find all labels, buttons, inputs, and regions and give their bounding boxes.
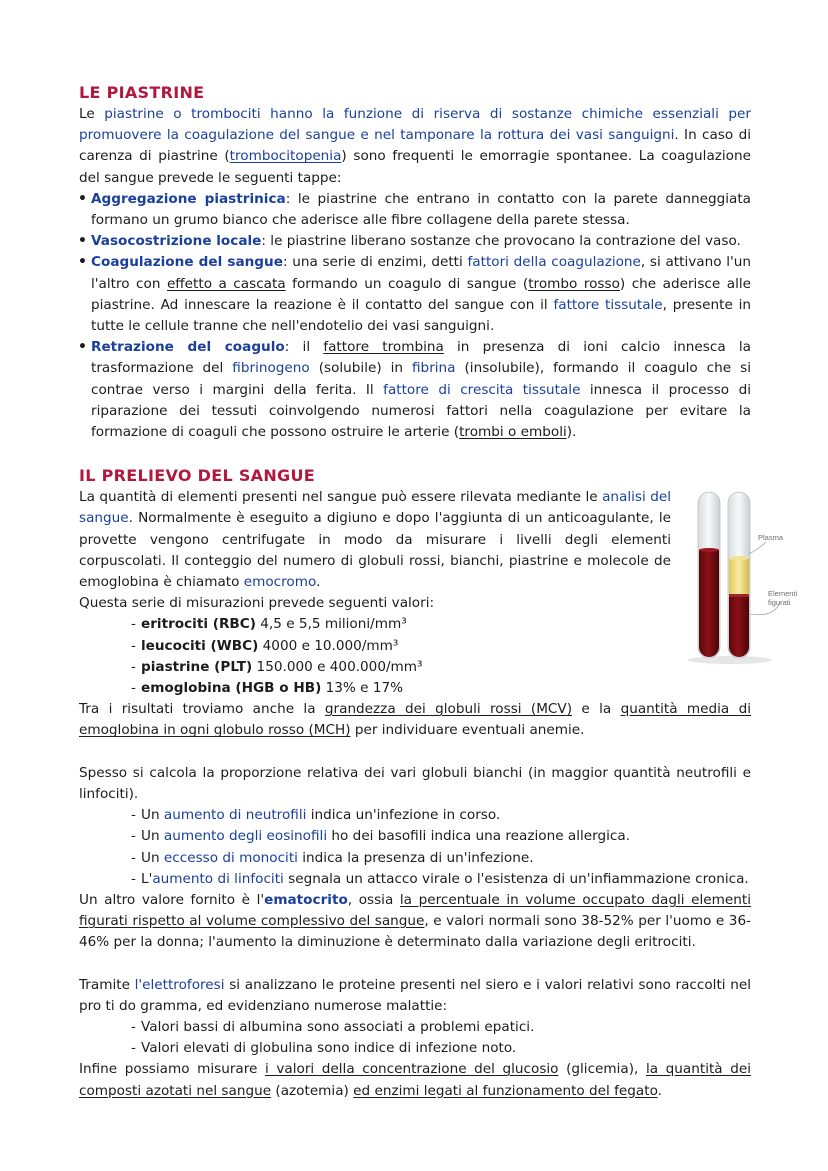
list-item: - Valori elevati di globulina sono indice di infezione noto. (131, 1038, 751, 1059)
list-item: - Valori bassi di albumina sono associati a problemi epatici. (131, 1017, 751, 1038)
label-elementi: Elementi (768, 589, 798, 598)
wbc-paragraph: Spesso si calcola la proporzione relativa dei vari globuli bianchi (in maggior quantità neutrofili e linfociti). (79, 764, 751, 802)
term-trombocitopenia: trombocitopenia (229, 148, 342, 165)
list-item: - leucociti (WBC) 4000 e 10.000/mm³ (131, 636, 751, 657)
intro-paragraph: Le piastrine o trombociti hanno la funzione di riserva di sostanze chimiche essenziali per promuovere la coagulazione del sangue e nel tamponare la rottura dei vasi sanguigni. In caso di carenza di piastrine (trombocitopenia) sono frequenti le emorragie spontanee. La coagulazione del sangue prevede le seguenti tappe: (79, 106, 751, 186)
label-figurati: figurati (768, 598, 791, 607)
results-paragraph: Tra i risultati troviamo anche la grandezza dei globuli rossi (MCV) e la quantità media di emoglobina in ogni globulo rosso (MCH) per individuare eventuali anemie. (79, 701, 751, 739)
section-title-prelievo: IL PRELIEVO DEL SANGUE (79, 466, 315, 486)
label-plasma: Plasma (758, 533, 784, 542)
document-page (79, 82, 751, 1102)
coagulation-steps-list (79, 189, 751, 443)
list-item: - Un aumento degli eosinofili ho dei basofili indica una reazione allergica. (131, 826, 751, 847)
list-item: - Un eccesso di monociti indica la presenza di un'infezione. (131, 848, 751, 869)
list-item: - L'aumento di linfociti segnala un attacco virale o l'esistenza di un'infiammazione cronica. (131, 869, 751, 890)
tube-centrifuged (728, 492, 750, 658)
final-paragraph: Infine possiamo misurare i valori della concentrazione del glucosio (glicemia), la quantità dei composti azotati nel sangue (azotemia) ed enzimi legati al funzionamento del fegato. (79, 1061, 751, 1099)
blood-values-list (79, 614, 751, 699)
list-item: - emoglobina (HGB o HB) 13% e 17% (131, 678, 751, 699)
plasma-leader-line (749, 542, 766, 554)
list-item: • Aggregazione piastrinica: le piastrine che entrano in contatto con la parete danneggiata formano un grumo bianco che aderisce alle fibre collagene della parete stessa. (79, 189, 751, 231)
values-intro: Questa serie di misurazioni prevede seguenti valori: (79, 595, 435, 612)
protein-list (79, 1017, 751, 1059)
hematocrit-paragraph: Un altro valore fornito è l'ematocrito, ossia la percentuale in volume occupato dagli elementi figurati rispetto al volume complessivo del sangue, e valori normali sono 38-52% per l'uomo e 36-46% per la donna; l'aumento la diminuzione è determinato dalla variazione degli eritrociti. (79, 891, 751, 951)
analysis-paragraph: La quantità di elementi presenti nel sangue può essere rilevata mediante le analisi del sangue. Normalmente è eseguito a digiuno e dopo l'aggiunta di un anticoagulante, le provette vengono centrifugate in modo da misurare i livelli degli elementi corpuscolati. Il conteggio del numero di globuli rossi, bianchi, piastrine e molecole de emoglobina è chiamato emocromo. (79, 489, 671, 591)
list-item: - Un aumento di neutrofili indica un'infezione in corso. (131, 805, 751, 826)
definition-highlight: piastrine o trombociti hanno la funzione di riserva di sostanze chimiche essenziali per promuovere la coagulazione del sangue e nel tamponare la rottura dei vasi sanguigni (79, 106, 751, 144)
electrophoresis-paragraph: Tramite l'elettroforesi si analizzano le proteine presenti nel siero e i valori relativi sono raccolti nel pro ti do gramma, ed evidenziano numerose malattie: (79, 976, 751, 1014)
section-title-piastrine: LE PIASTRINE (79, 83, 205, 102)
list-item: • Coagulazione del sangue: una serie di enzimi, detti fattori della coagulazione, si attivano l'un l'altro con effetto a cascata formando un coagulo di sangue (trombo rosso) che aderisce alle piastrine. Ad innescare la reazione è il contatto del sangue con il fattore tissutale, presente in tutte le cellule tranne che nell'endotelio dei vasi sanguigni. (79, 252, 751, 337)
list-item: • Retrazione del coagulo: il fattore trombina in presenza di ioni calcio innesca la trasformazione del fibrinogeno (solubile) in fibrina (insolubile), formando il coagulo che si contrae verso i margini della ferita. Il fattore di crescita tissutale innesca il processo di riparazione dei tessuti coinvolgendo numerosi fattori nella coagulazione per evitare la formazione di coaguli che possono ostruire le arterie (trombi o emboli). (79, 337, 751, 443)
list-item: - eritrociti (RBC) 4,5 e 5,5 milioni/mm³ (131, 614, 751, 635)
list-item: • Vasocostrizione locale: le piastrine liberano sostanze che provocano la contrazione del vaso. (79, 231, 751, 252)
wbc-list (79, 805, 751, 890)
tube-whole-blood (698, 492, 720, 658)
blood-tubes-figure (688, 488, 822, 666)
list-item: - piastrine (PLT) 150.000 e 400.000/mm³ (131, 657, 751, 678)
